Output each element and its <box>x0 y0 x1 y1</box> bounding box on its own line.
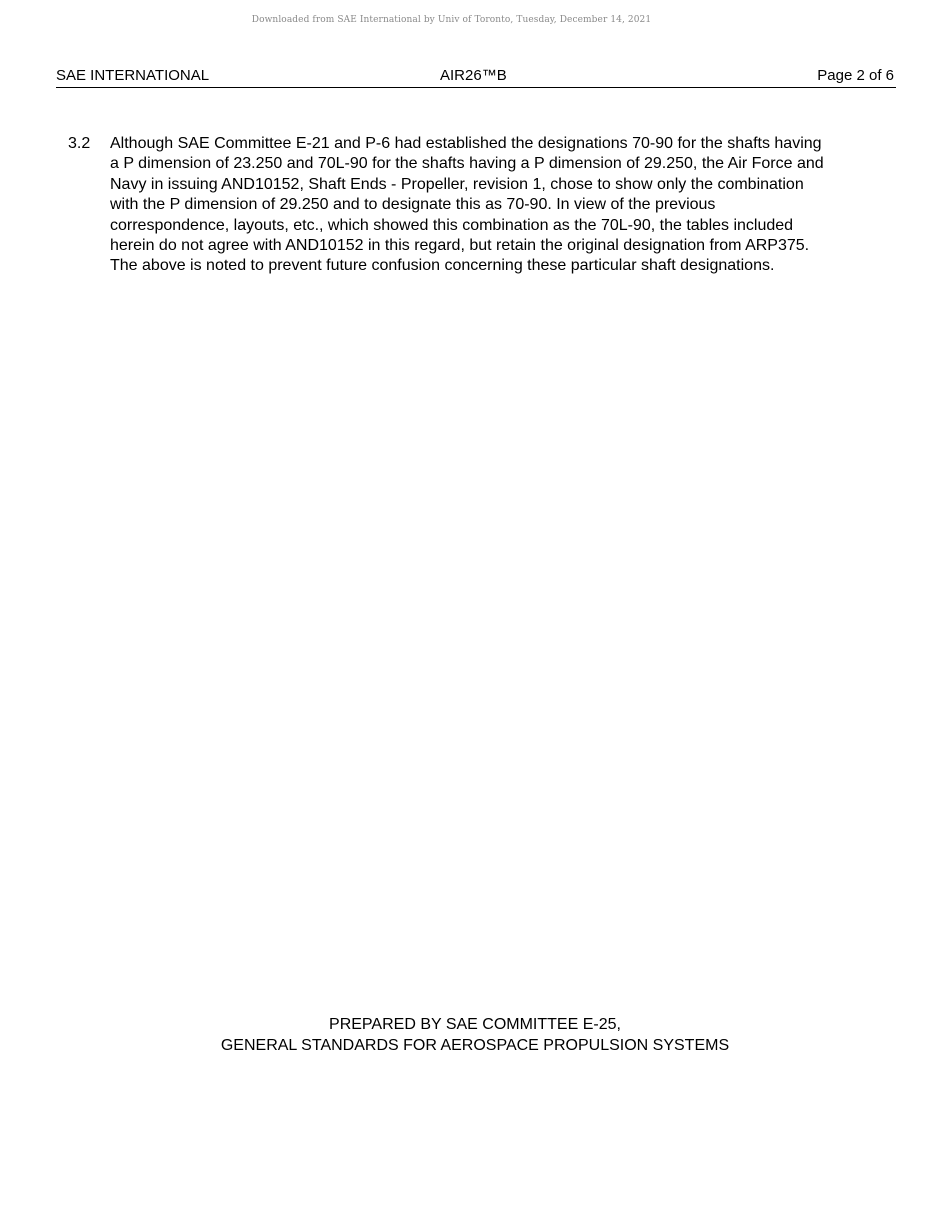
paragraph-line: herein do not agree with AND10152 in this regard, but retain the original designation from ARP375. <box>110 237 810 255</box>
paragraph-line: Navy in issuing AND10152, Shaft Ends - Propeller, revision 1, chose to show only the combination <box>110 175 804 193</box>
header-organization: SAE INTERNATIONAL <box>56 67 210 84</box>
paragraph-line: a P dimension of 23.250 and 70L-90 for the shafts having a P dimension of 29.250, the Air Force and <box>110 155 824 173</box>
header-page-number: Page 2 of 6 <box>817 67 894 84</box>
header-document-number: AIR26™B <box>440 67 507 84</box>
paragraph-line: correspondence, layouts, etc., which showed this combination as the 70L-90, the tables included <box>110 216 794 234</box>
download-watermark: Downloaded from SAE International by Univ of Toronto, Tuesday, December 14, 2021 <box>251 15 652 25</box>
section-number: 3.2 <box>68 135 91 152</box>
section-3-2 <box>68 134 876 277</box>
footer-line-standards: GENERAL STANDARDS FOR AEROSPACE PROPULSION SYSTEMS <box>220 1037 730 1054</box>
paragraph-line: The above is noted to prevent future confusion concerning these particular shaft designations. <box>110 257 775 275</box>
footer-line-committee: PREPARED BY SAE COMMITTEE E-25, <box>329 1016 621 1033</box>
paragraph-line: Although SAE Committee E-21 and P-6 had established the designations 70-90 for the shafts having <box>110 135 822 152</box>
section-paragraph <box>110 134 876 277</box>
prepared-by-footer <box>0 1014 950 1056</box>
page-header <box>56 66 896 88</box>
paragraph-line: with the P dimension of 29.250 and to designate this as 70-90. In view of the previous <box>110 196 716 214</box>
